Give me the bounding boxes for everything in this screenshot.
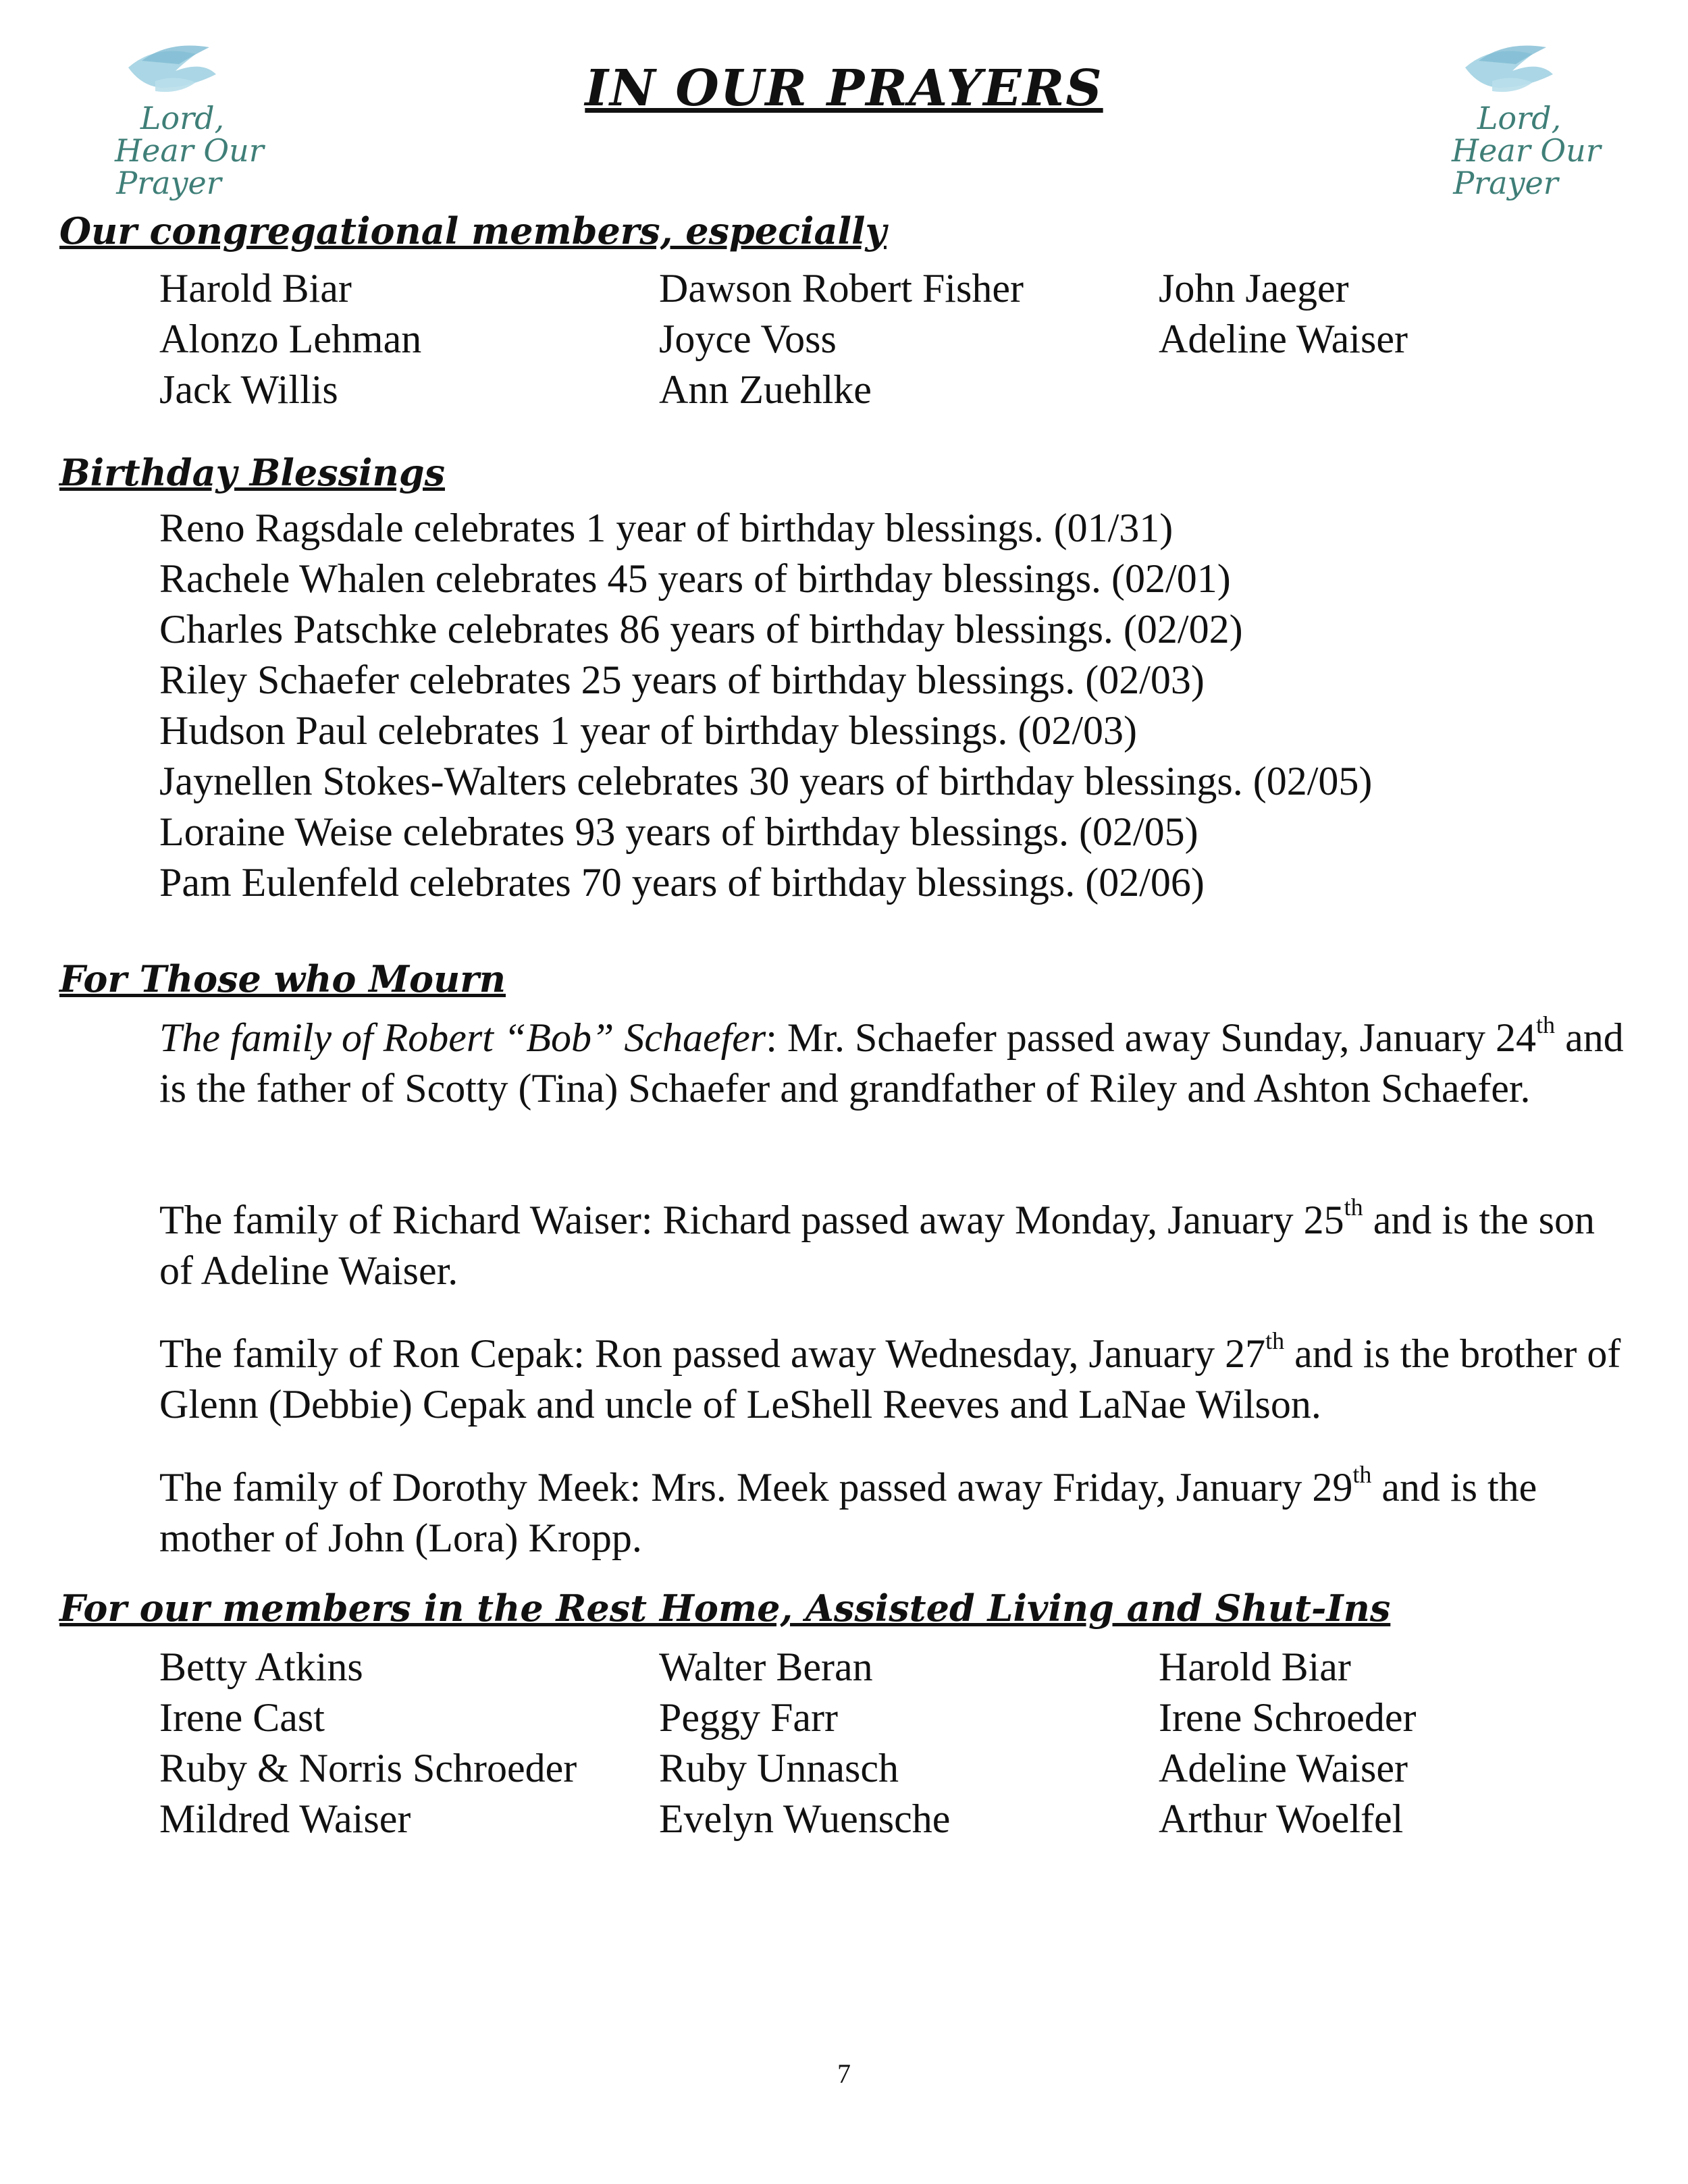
mourn-text: and is the father of Scotty (Tina) Schaefer and grandfather of Riley and Ashton Schaefer. <box>159 1015 1624 1111</box>
rest-home-heading: For our members in the Rest Home, Assisted Living and Shut-Ins <box>59 1587 1391 1630</box>
mourn-text: and is the son of Adeline Waiser. <box>159 1198 1595 1293</box>
mourn-family: The family of Ron Cepak <box>159 1331 574 1376</box>
birthday-line: Jaynellen Stokes-Walters celebrates 30 years of birthday blessings. (02/05) <box>159 759 1373 803</box>
birthday-line: Rachele Whalen celebrates 45 years of birthday blessings. (02/01) <box>159 556 1231 601</box>
logo-line-2: Hear Our <box>115 132 264 169</box>
logo-line-3: Prayer <box>116 165 221 201</box>
rest-home-name: Ruby & Norris Schroeder <box>159 1746 577 1790</box>
congregation-name: Harold Biar <box>159 266 352 311</box>
logo-line-3: Prayer <box>1453 165 1558 201</box>
mourn-family: The family of Robert “Bob” Schaefer <box>159 1015 766 1060</box>
page-number: 7 <box>837 2058 851 2089</box>
rest-home-name: Peggy Farr <box>659 1695 838 1740</box>
birthday-line: Reno Ragsdale celebrates 1 year of birthday blessings. (01/31) <box>159 506 1173 550</box>
congregation-name: Adeline Waiser <box>1159 317 1408 361</box>
birthday-line: Riley Schaefer celebrates 25 years of birthday blessings. (02/03) <box>159 658 1205 702</box>
ordinal-suffix: th <box>1536 1011 1556 1038</box>
rest-home-name: Adeline Waiser <box>1159 1746 1408 1790</box>
mourn-text: : Ron passed away Wednesday, January 27 <box>573 1331 1266 1376</box>
rest-home-name: Irene Schroeder <box>1159 1695 1417 1740</box>
birthday-line: Charles Patschke celebrates 86 years of birthday blessings. (02/02) <box>159 607 1243 651</box>
mourn-text: : Richard passed away Monday, January 25 <box>641 1198 1344 1242</box>
page-title: IN OUR PRAYERS <box>585 59 1103 117</box>
mourn-entry <box>159 1329 1631 1430</box>
rest-home-name: Betty Atkins <box>159 1645 363 1689</box>
rest-home-name: Evelyn Wuensche <box>659 1796 951 1841</box>
congregation-name: Ann Zuehlke <box>659 367 872 412</box>
rest-home-name: Mildred Waiser <box>159 1796 411 1841</box>
mourn-text: : Mrs. Meek passed away Friday, January 29 <box>629 1465 1353 1510</box>
birthday-line: Pam Eulenfeld celebrates 70 years of birthday blessings. (02/06) <box>159 860 1205 905</box>
rest-home-name: Irene Cast <box>159 1695 325 1740</box>
congregation-name: John Jaeger <box>1159 266 1349 311</box>
mourn-text: : Mr. Schaefer passed away Sunday, January 24 <box>766 1015 1537 1060</box>
birthday-heading: Birthday Blessings <box>59 451 445 494</box>
ordinal-suffix: th <box>1265 1327 1285 1354</box>
ordinal-suffix: th <box>1344 1194 1363 1221</box>
logo-line-2: Hear Our <box>1452 132 1601 169</box>
mourn-text: and is the mother of John (Lora) Kropp. <box>159 1465 1537 1560</box>
birthday-line: Hudson Paul celebrates 1 year of birthday blessings. (02/03) <box>159 708 1137 753</box>
mourn-text: and is the brother of Glenn (Debbie) Cepak and uncle of LeShell Reeves and LaNae Wilson. <box>159 1331 1621 1427</box>
ordinal-suffix: th <box>1352 1461 1372 1488</box>
congregational-heading: Our congregational members, especially <box>59 209 887 252</box>
logo-line-1: Lord, <box>140 100 225 136</box>
rest-home-name: Ruby Unnasch <box>659 1746 899 1790</box>
mourn-family: The family of Dorothy Meek <box>159 1465 630 1510</box>
birthday-list <box>159 503 1372 908</box>
mourn-entry <box>159 1462 1631 1564</box>
birthday-line: Loraine Weise celebrates 93 years of birthday blessings. (02/05) <box>159 809 1198 854</box>
congregation-name: Alonzo Lehman <box>159 317 422 361</box>
rest-home-name: Walter Beran <box>659 1645 873 1689</box>
mourn-entry <box>159 1013 1631 1114</box>
mourn-heading: For Those who Mourn <box>59 957 506 1001</box>
mourn-entry <box>159 1195 1631 1296</box>
congregation-name: Joyce Voss <box>659 317 837 361</box>
congregation-name: Jack Willis <box>159 367 338 412</box>
mourn-family: The family of Richard Waiser <box>159 1198 641 1242</box>
rest-home-name: Arthur Woelfel <box>1159 1796 1404 1841</box>
congregation-name: Dawson Robert Fisher <box>659 266 1024 311</box>
logo-line-1: Lord, <box>1477 100 1562 136</box>
rest-home-name: Harold Biar <box>1159 1645 1351 1689</box>
